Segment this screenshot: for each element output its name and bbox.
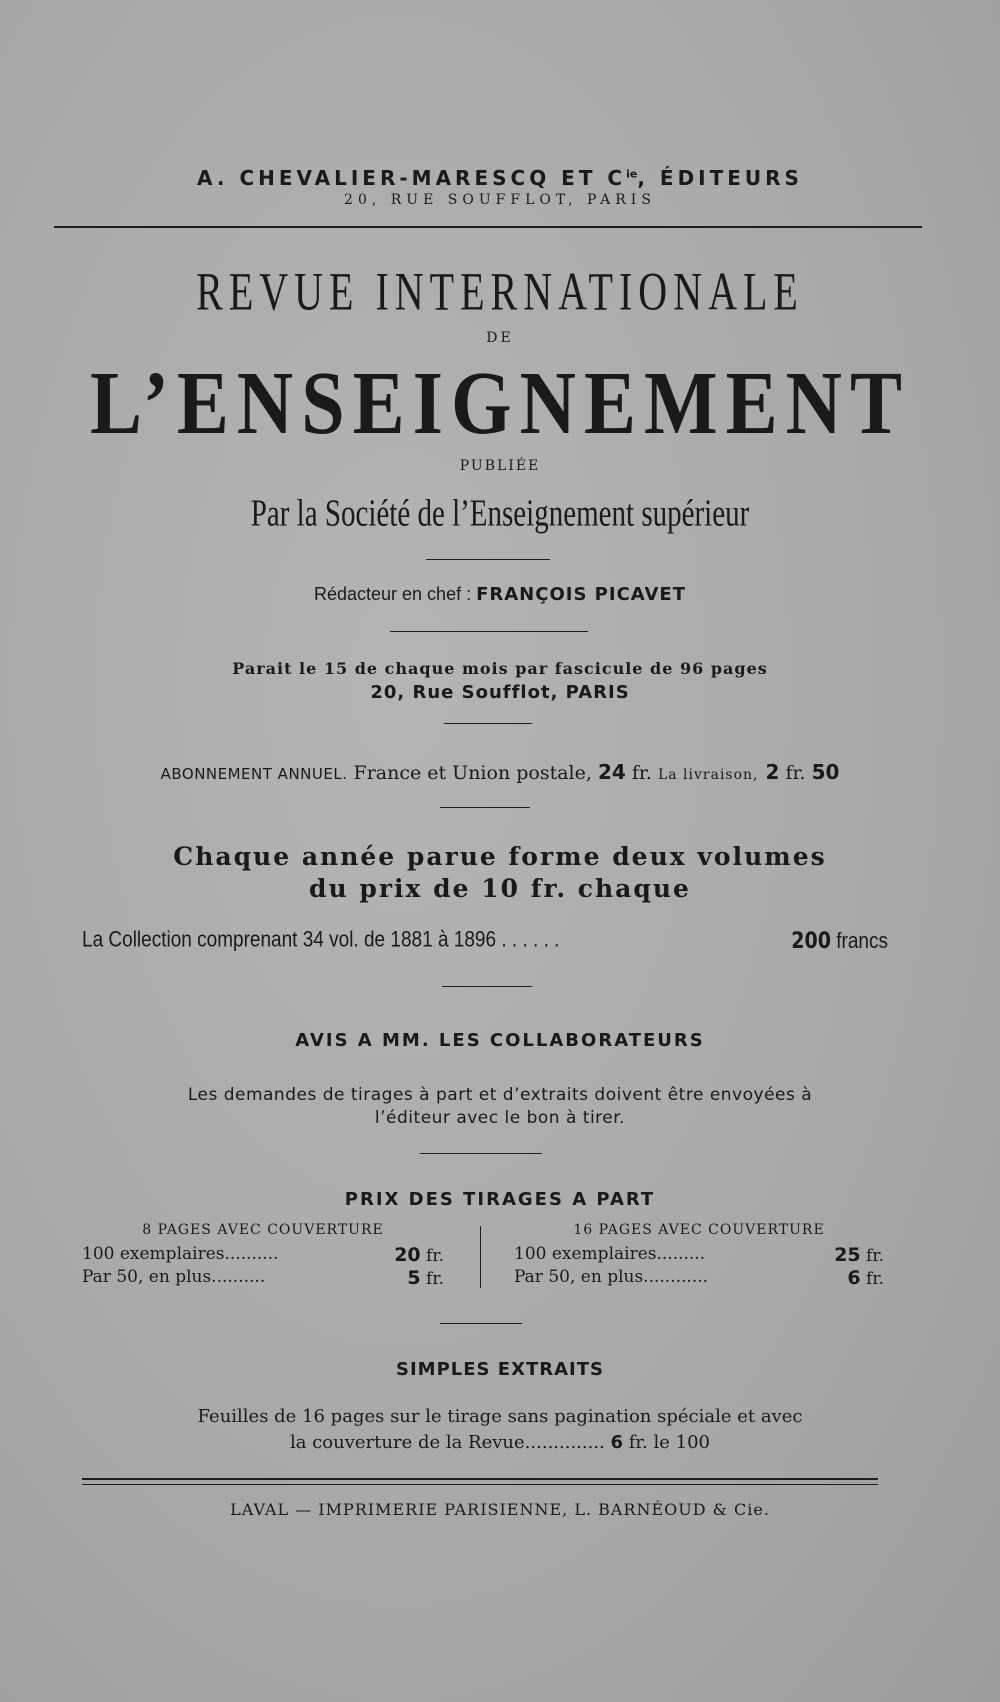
row-price-unit: fr. <box>420 1269 444 1289</box>
collection-line <box>82 928 888 953</box>
row-price-unit: fr. <box>420 1246 444 1266</box>
editor-name: FRANÇOIS PICAVET <box>476 584 686 605</box>
editor-label: Rédacteur en chef : <box>313 584 477 604</box>
row-price <box>847 1267 884 1289</box>
tirages-16-row-2 <box>514 1267 884 1290</box>
footer-rule-bottom <box>82 1484 878 1485</box>
row-price-value: 6 <box>847 1267 861 1289</box>
publication-schedule: Parait le 15 de chaque mois par fascicule de 96 pages <box>232 659 768 678</box>
row-price-unit: fr. <box>860 1269 884 1289</box>
publisher-name: A. CHEVALIER-MARESCQ ET C <box>197 166 627 190</box>
collection-text: La Collection comprenant 34 vol. de 1881 à 1896 . . . . . . <box>82 928 560 953</box>
publication-address: 20, Rue Soufflot, PARIS <box>370 682 630 703</box>
footer-rule-top <box>82 1478 878 1480</box>
subscription-label: ABONNEMENT ANNUEL. <box>160 765 348 783</box>
divider-2 <box>390 631 588 632</box>
tirages-8-pages <box>82 1222 444 1290</box>
collection-price <box>791 928 888 954</box>
tirages-8-head: 8 PAGES AVEC COUVERTURE <box>142 1222 384 1238</box>
extraits-line-2 <box>0 1432 1000 1453</box>
title-societe: Par la Société de l’Enseignement supérieur <box>250 493 750 535</box>
extraits-unit: fr. le 100 <box>623 1432 710 1453</box>
title-de: DE <box>486 330 514 346</box>
publisher-line <box>0 166 1000 190</box>
publisher-address: 20, RUE SOUFFLOT, PARIS <box>344 192 656 208</box>
row-label: 100 exemplaires......... <box>514 1244 706 1264</box>
tirages-title: PRIX DES TIRAGES A PART <box>344 1189 656 1210</box>
extraits-price: 6 <box>610 1432 624 1453</box>
row-label: 100 exemplaires.......... <box>82 1244 279 1264</box>
collection-price-unit: francs <box>830 929 888 954</box>
extraits-line-1: Feuilles de 16 pages sur le tirage sans pagination spéciale et avec <box>197 1406 803 1427</box>
printer-imprint: LAVAL — IMPRIMERIE PARISIENNE, L. BARNÉOUD & Cie. <box>230 1500 770 1519</box>
livraison-label: La livraison, <box>657 767 759 783</box>
divider-5 <box>442 986 532 987</box>
publisher-editeurs: , ÉDITEURS <box>637 166 803 190</box>
volumes-line-2: du prix de 10 fr. chaque <box>309 874 691 903</box>
row-price <box>407 1267 444 1289</box>
subscription-unit: fr. <box>625 762 658 784</box>
row-price-value: 5 <box>407 1267 421 1289</box>
divider-7 <box>440 1323 522 1324</box>
row-price-unit: fr. <box>860 1246 884 1266</box>
avis-line-2: l’éditeur avec le bon à tirer. <box>374 1108 626 1128</box>
tirages-16-head: 16 PAGES AVEC COUVERTURE <box>573 1222 825 1238</box>
extraits-text: la couverture de la Revue.............. <box>290 1432 611 1453</box>
livraison-cents: 50 <box>811 760 840 784</box>
avis-line-1: Les demandes de tirages à part et d’extraits doivent être envoyées à <box>187 1085 813 1105</box>
title-revue: REVUE INTERNATIONALE <box>196 261 804 322</box>
divider-1 <box>426 559 550 560</box>
livraison-price: 2 <box>758 760 780 784</box>
tirages-16-row-1 <box>514 1244 884 1267</box>
collection-price-value: 200 <box>791 928 831 954</box>
livraison-unit: fr. <box>779 762 812 784</box>
editor-line <box>0 584 1000 605</box>
tirages-8-row-1 <box>82 1244 444 1267</box>
divider-4 <box>440 807 530 808</box>
title-main: L’ENSEIGNEMENT <box>90 352 910 453</box>
subscription-text: France et Union postale, <box>347 762 598 784</box>
avis-title: AVIS A MM. LES COLLABORATEURS <box>295 1030 705 1051</box>
tirages-column-divider <box>480 1226 481 1288</box>
row-label: Par 50, en plus.......... <box>82 1267 266 1287</box>
publisher-sup: ie <box>626 167 638 181</box>
row-price-value: 20 <box>394 1244 421 1266</box>
tirages-8-row-2 <box>82 1267 444 1290</box>
extraits-title: SIMPLES EXTRAITS <box>396 1359 604 1380</box>
volumes-line-1: Chaque année parue forme deux volumes <box>173 842 827 871</box>
title-publiee: PUBLIÉE <box>459 458 541 474</box>
row-price <box>834 1244 884 1266</box>
row-price <box>394 1244 444 1266</box>
header-rule <box>54 226 922 228</box>
subscription-line <box>0 760 1000 784</box>
divider-6 <box>420 1153 542 1154</box>
tirages-16-pages <box>514 1222 884 1290</box>
divider-3 <box>444 723 532 724</box>
row-price-value: 25 <box>834 1244 861 1266</box>
subscription-price: 24 <box>597 760 626 784</box>
row-label: Par 50, en plus............ <box>514 1267 709 1287</box>
